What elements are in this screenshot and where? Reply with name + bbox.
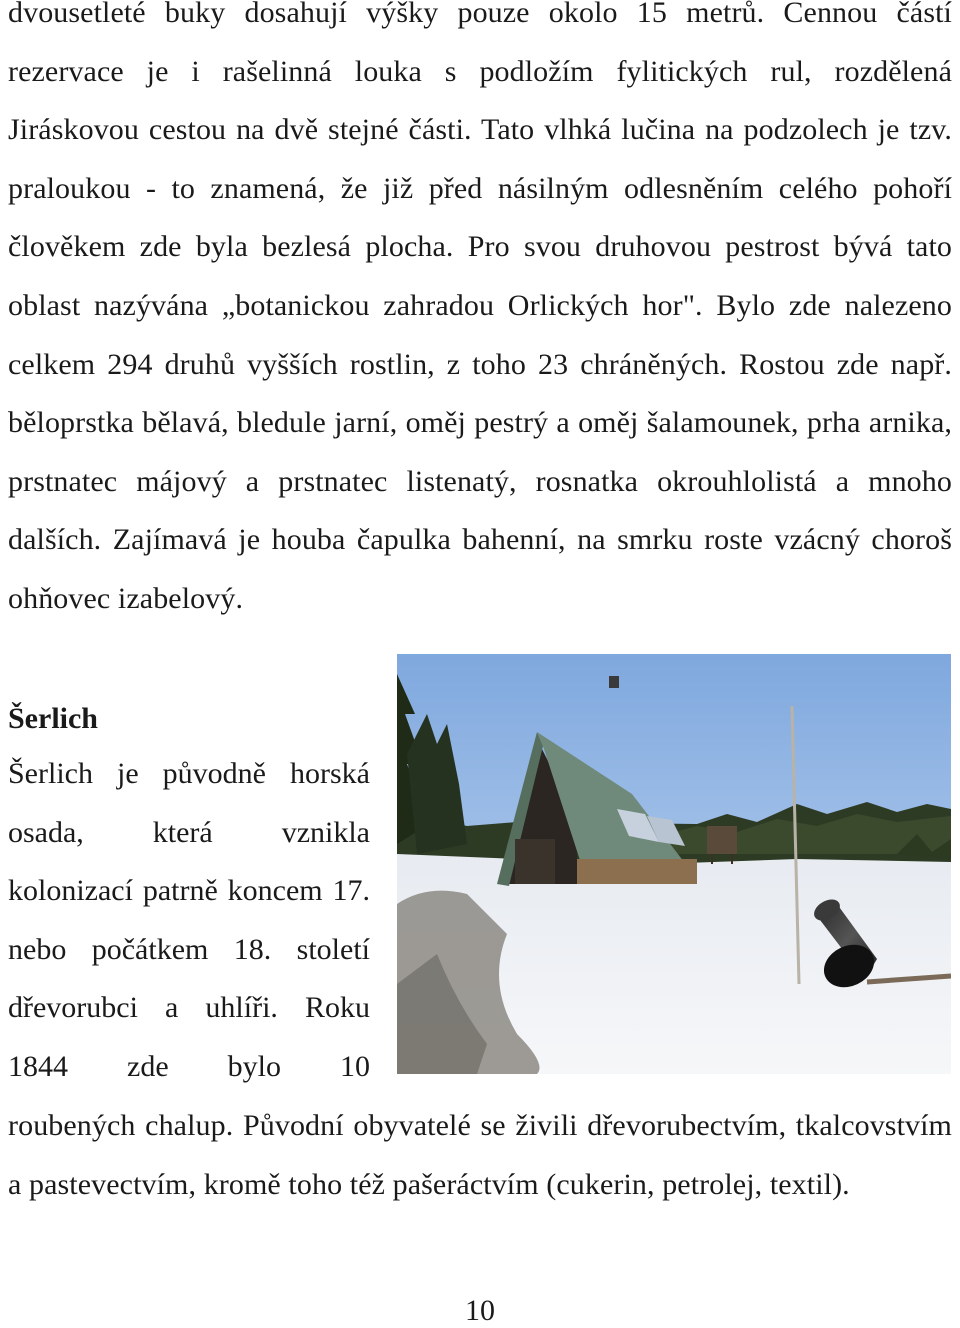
paragraph-serlich-tail: roubených chalup. Původní obyvatelé se živili dřevorubectvím, tkalcovstvím a pastevectvím, kromě toho též pašeráctvím (cukerin, petrolej, textil). (8, 1109, 952, 1201)
section-heading-serlich: Šerlich (8, 702, 98, 735)
page-number: 10 (465, 1294, 495, 1327)
paragraph-serlich-side: Šerlich je původně horská osada, která vznikla kolonizací patrně koncem 17. nebo počátkem 18. století dřevorubci a uhlíři. Roku 1844 zde bylo 10 (8, 757, 370, 1083)
paragraph-intro: dvousetleté buky dosahují výšky pouze okolo 15 metrů. Cennou částí rezervace je i rašelinná louka s podložím fylitických rul, rozdělená Jiráskovou cestou na dvě stejné části. Tato vlhká lučina na podzolech je tzv. praloukou - to znamená, že již před násilným odlesněním celého pohoří člověkem zde byla bezlesá plocha. Pro svou druhovou pestrost bývá tato oblast nazývána „botanickou zahradou Orlických hor". Bylo zde nalezeno celkem 294 druhů vyšších rostlin, z toho 23 chráněných. Rostou zde např. běloprstka bělavá, bledule jarní, oměj pestrý a oměj šalamounek, prha arnika, prstnatec májový a prstnatec listenatý, rosnatka okrouhlolistá a mnoho dalších. Zajímavá je houba čapulka bahenní, na smrku roste vzácný choroš ohňovec izabelový. (8, 0, 952, 615)
photo-mountain-chalet (397, 654, 951, 1074)
